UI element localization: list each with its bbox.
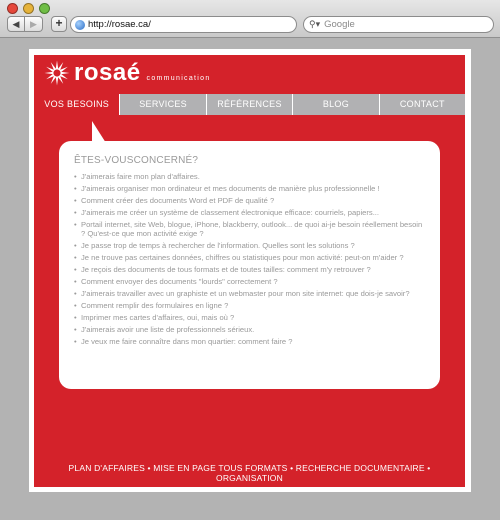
services-footer: PLAN D'AFFAIRES • MISE EN PAGE TOUS FORMATS • RECHERCHE DOCUMENTAIRE • ORGANISATION xyxy=(68,463,431,483)
question-item: • Je veux me faire connaître dans mon quartier: comment faire ? xyxy=(74,337,425,346)
tab-references[interactable]: RÉFÉRENCES xyxy=(206,94,292,115)
url-text[interactable]: http://rosae.ca/ xyxy=(88,19,151,30)
search-input[interactable] xyxy=(303,16,494,33)
close-window-button[interactable] xyxy=(7,3,18,14)
tab-vos-besoins[interactable]: VOS BESOINS xyxy=(34,94,119,115)
globe-icon xyxy=(75,20,85,30)
zoom-window-button[interactable] xyxy=(39,3,50,14)
question-item: • Je ne trouve pas certaines données, chiffres ou statistiques pour mon activité: peut-on m'aider ? xyxy=(74,253,425,262)
speech-bubble-pointer xyxy=(92,121,106,143)
question-item: • J'aimerais travailler avec un graphiste et un webmaster pour mon site internet: que dois-je savoir? xyxy=(74,289,425,298)
back-icon[interactable]: ◀ xyxy=(7,16,25,32)
question-item: • Je reçois des documents de tous formats et de toutes tailles: comment m'y retrouver ? xyxy=(74,265,425,274)
brand-subtitle: communication xyxy=(146,75,211,82)
question-item: • Imprimer mes cartes d'affaires, oui, mais où ? xyxy=(74,313,425,322)
site-container xyxy=(34,55,465,487)
question-item: • J'aimerais avoir une liste de professionnels sérieux. xyxy=(74,325,425,334)
tab-blog[interactable]: BLOG xyxy=(292,94,378,115)
site-logo[interactable] xyxy=(44,60,211,86)
tab-services[interactable]: SERVICES xyxy=(119,94,205,115)
window-controls xyxy=(7,3,50,14)
questions-list xyxy=(74,172,425,346)
minimize-window-button[interactable] xyxy=(23,3,34,14)
question-item: • Comment créer des documents Word et PDF de qualité ? xyxy=(74,196,425,205)
forward-icon[interactable]: ▶ xyxy=(25,16,43,32)
question-item: • J'aimerais faire mon plan d'affaires. xyxy=(74,172,425,181)
panel-title: ÊTES-VOUSCONCERNÉ? xyxy=(74,155,199,166)
question-item: • Comment envoyer des documents "lourds" correctement ? xyxy=(74,277,425,286)
question-item: • Je passe trop de temps à rechercher de l'information. Quelles sont les solutions ? xyxy=(74,241,425,250)
web-page xyxy=(29,49,471,492)
brand-name: rosaé xyxy=(74,59,141,86)
add-tab-icon[interactable]: + xyxy=(51,16,67,32)
browser-toolbar xyxy=(0,0,500,38)
tab-contact[interactable]: CONTACT xyxy=(379,94,465,115)
history-buttons xyxy=(7,16,43,32)
question-item: • Comment remplir des formulaires en ligne ? xyxy=(74,301,425,310)
address-bar[interactable] xyxy=(70,16,297,33)
search-icon[interactable]: ⚲▾ xyxy=(309,19,321,29)
search-placeholder: Google xyxy=(324,19,355,30)
main-navigation xyxy=(34,94,465,115)
question-item: • Portail internet, site Web, blogue, iPhone, blackberry, outlook... de quoi ai-je besoin réellement besoin ? Qu'est-ce que mon activité exige ? xyxy=(74,220,425,238)
question-item: • J'aimerais organiser mon ordinateur et mes documents de manière plus professionnelle ! xyxy=(74,184,425,193)
sunburst-logo-icon xyxy=(44,60,70,86)
questions-panel xyxy=(59,141,440,389)
question-item: • J'aimerais me créer un système de classement électronique efficace: courriels, papiers... xyxy=(74,208,425,217)
